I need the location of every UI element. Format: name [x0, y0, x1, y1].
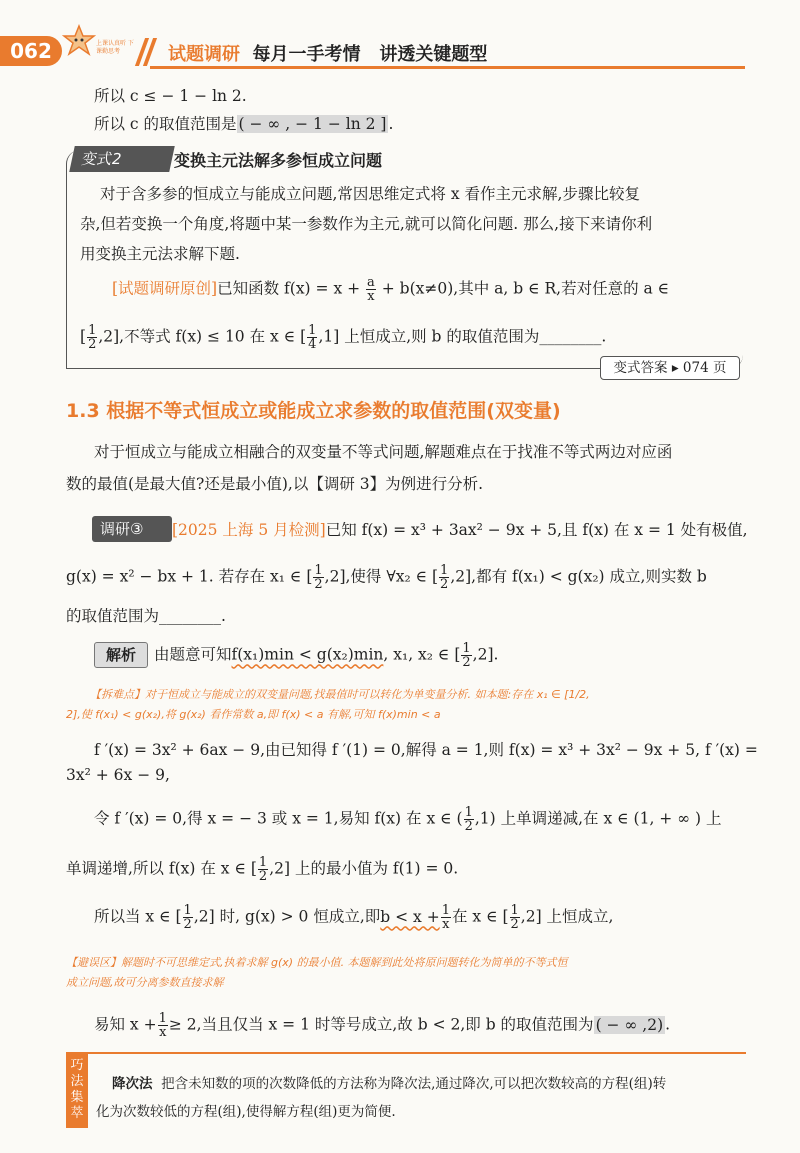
text-fragment: 单调递增,所以 f(x) 在 x ∈ [ — [66, 859, 257, 878]
variant-tag: 变式2 — [69, 146, 175, 172]
problem-line — [66, 564, 707, 591]
solution-line — [154, 642, 498, 669]
margin-note: 【避误区】解题时不可思维定式,执着求解 g(x) 的最小值. 本题解到此处将原问题转化为简单的不等式恒 — [66, 956, 568, 969]
answer-highlight: ( − ∞ ,2) — [595, 1015, 664, 1034]
fraction: $\frac{1}{2}$ — [462, 641, 471, 670]
page-number: 062 — [0, 36, 62, 66]
text-fragment: ,2],都有 f(x₁) < g(x₂) 成立,则实数 b — [450, 567, 707, 586]
text-fragment: . — [388, 115, 394, 133]
text-fragment: ,2] 上的最小值为 f(1) = 0. — [269, 859, 459, 878]
text-fragment: [ — [80, 327, 87, 346]
text-fragment: 令 f ′(x) = 0,得 x = − 3 或 x = 1,易知 f(x) 在 x ∈ ( — [94, 809, 463, 828]
header-title-part3: 讲透关键题型 — [379, 44, 488, 65]
fraction: $\frac{1}{x}$ — [441, 903, 450, 932]
header-rule — [150, 66, 745, 69]
text-fragment: . — [665, 1015, 671, 1034]
text-fragment: ≥ 2,当且仅当 x = 1 时等号成立,故 b < 2,即 b 的取值范围为 — [168, 1015, 594, 1034]
tip-rule — [66, 1052, 746, 1054]
header-title — [168, 40, 487, 66]
text-fragment: 把含未知数的项的次数降低的方法称为降次法,通过降次,可以把次数较高的方程(组)转 — [161, 1076, 667, 1092]
fraction: $\frac{1}{2}$ — [464, 805, 473, 834]
fraction: $\frac{1}{2}$ — [314, 563, 323, 592]
text-fragment: 易知 x + — [94, 1015, 157, 1034]
fraction: $\frac{1}{2}$ — [440, 563, 449, 592]
text-fragment: ,2] 时, g(x) > 0 恒成立,即 — [193, 907, 381, 926]
text-fragment: g(x) = x² − bx + 1. 若存在 x₁ ∈ [ — [66, 567, 313, 586]
text-fragment: 所以当 x ∈ [ — [94, 907, 182, 926]
tip-line — [112, 1072, 666, 1092]
fraction: $\frac{1}{2}$ — [258, 855, 268, 884]
text-fragment: ,2],使得 ∀x₂ ∈ [ — [324, 567, 439, 586]
text-fragment: + b(x≠0),其中 a, b ∈ R,若对任意的 a ∈ — [381, 279, 670, 298]
header-title-part1: 试题调研 — [168, 44, 240, 65]
text-line: 用变换主元法求解下题. — [80, 245, 240, 263]
answer-highlight: ( − ∞ , − 1 − ln 2 ] — [238, 115, 387, 133]
margin-note: 【拆难点】对于恒成立与能成立的双变量问题,找最值时可以转化为单变量分析. 如本题:存在 x₁ ∈ [1/2, — [90, 688, 590, 701]
tip-term: 降次法 — [112, 1076, 153, 1092]
margin-note: 成立问题,故可分离参数直接求解 — [66, 976, 224, 989]
research-tag: 调研③ — [92, 516, 172, 542]
text-fragment: 已知 f(x) = x³ + 3ax² − 9x + 5,且 f(x) 在 x = 1 处有极值, — [325, 521, 748, 539]
variant-title: 变换主元法解多参恒成立问题 — [174, 151, 383, 170]
solution-line — [94, 806, 722, 833]
text-fragment: , x₁, x₂ ∈ [ — [383, 645, 461, 664]
text-fragment: ,1] 上恒成立,则 b 的取值范围为________. — [318, 327, 607, 346]
text-line: 的取值范围为________. — [66, 607, 226, 625]
fraction: $\frac{1}{x}$ — [158, 1011, 167, 1040]
solution-line — [94, 1012, 670, 1039]
text-fragment: ,2]. — [472, 645, 499, 664]
problem-source: [试题调研原创] — [112, 279, 218, 298]
text-line: 对于恒成立与能成立相融合的双变量不等式问题,解题难点在于找准不等式两边对应函 — [94, 443, 673, 461]
problem-source: [2025 上海 5 月检测] — [172, 521, 326, 539]
section-title: 1.3 根据不等式恒成立或能成立求参数的取值范围(双变量) — [66, 400, 561, 422]
problem-line — [80, 324, 606, 351]
tip-side-tag: 巧法集萃 — [66, 1054, 88, 1128]
emphasis: f(x₁)min < g(x₂)min — [231, 645, 384, 664]
fraction: $\frac{1}{2}$ — [510, 903, 519, 932]
text-fragment: ,2],不等式 f(x) ≤ 10 在 x ∈ [ — [98, 327, 307, 346]
text-line: 杂,但若变换一个角度,将题中某一参数作为主元,就可以简化问题. 那么,接下来请你利 — [80, 215, 653, 233]
header-title-part2: 每月一手考情 — [252, 44, 361, 65]
fraction: $\frac{1}{4}$ — [308, 323, 317, 352]
text-line: 所以 c ≤ − 1 − ln 2. — [94, 87, 247, 105]
answer-page-link[interactable]: 变式答案 ▸ 074 页 — [600, 356, 740, 380]
fraction: $\frac{1}{2}$ — [183, 903, 192, 932]
text-line: 数的最值(是最大值?还是最小值),以【调研 3】为例进行分析. — [66, 475, 484, 493]
fraction: $\frac{a}{x}$ — [367, 275, 375, 304]
problem-line — [112, 276, 669, 303]
solution-line — [66, 856, 458, 883]
solution-line: f ′(x) = 3x² + 6ax − 9,由已知得 f ′(1) = 0,解得 a = 1,则 f(x) = x³ + 3x² − 9x + 5, f ′(x) = — [94, 741, 758, 759]
text-fragment: ,1) 上单调递减,在 x ∈ (1, + ∞ ) 上 — [474, 809, 722, 828]
text-line: 对于含多参的恒成立与能成立问题,常因思维定式将 x 看作主元求解,步骤比较复 — [100, 185, 640, 203]
text-fragment: 所以 c 的取值范围是 — [94, 115, 237, 133]
header-slogan: 上课认真听 下课勤思考 — [96, 40, 134, 55]
fraction: $\frac{1}{2}$ — [88, 323, 97, 352]
problem-line — [172, 518, 748, 540]
text-line — [94, 112, 393, 134]
tip-line: 化为次数较低的方程(组),使得解方程(组)更为简便. — [96, 1104, 396, 1120]
text-fragment: 在 x ∈ [ — [451, 907, 509, 926]
emphasis: b < x + $\frac{1}{x}$ — [380, 903, 450, 932]
text-fragment: ,2] 上恒成立, — [520, 907, 614, 926]
solution-line: 3x² + 6x − 9, — [66, 766, 170, 784]
text-fragment: 已知函数 f(x) = x + — [217, 279, 361, 298]
margin-note: 2],使 f(x₁) < g(x₂),将 g(x₂) 看作常数 a,即 f(x) < a 有解,可知 f(x)min < a — [66, 708, 441, 721]
text-fragment: 由题意可知 — [154, 645, 232, 664]
solution-tag: 解析 — [94, 642, 148, 668]
mascot-icon — [62, 24, 96, 64]
solution-line — [94, 904, 614, 931]
